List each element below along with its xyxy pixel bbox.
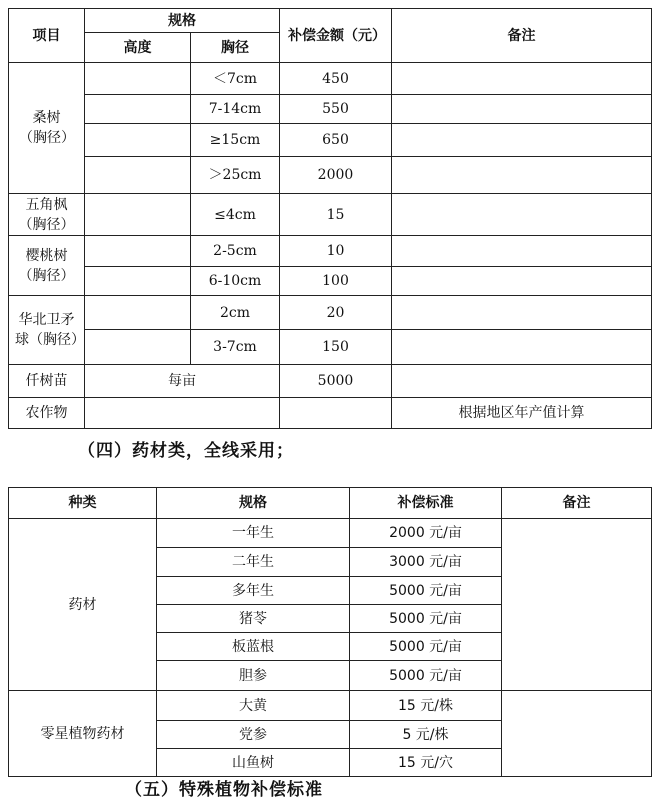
table-row xyxy=(9,330,652,365)
amount-cell: 450 xyxy=(280,63,392,95)
standard-cell: 5000 元/亩 xyxy=(350,661,502,691)
remark-cell xyxy=(392,157,652,194)
table-row xyxy=(9,194,652,236)
remark-cell xyxy=(392,267,652,296)
height-cell xyxy=(85,194,191,236)
dbh-cell: ＜7cm xyxy=(191,63,280,95)
amount-cell: 10 xyxy=(280,236,392,267)
height-cell xyxy=(85,95,191,124)
spec-cell: 多年生 xyxy=(157,577,350,605)
spec-cell: 猪苓 xyxy=(157,605,350,633)
spec-cell: 山鱼树 xyxy=(157,749,350,777)
dbh-cell: 7-14cm xyxy=(191,95,280,124)
height-cell xyxy=(85,236,191,267)
standard-cell: 3000 元/亩 xyxy=(350,548,502,577)
tree-compensation-table xyxy=(8,8,652,429)
seedling-spec: 每亩 xyxy=(85,365,280,398)
amount-cell: 2000 xyxy=(280,157,392,194)
amount-cell: 15 xyxy=(280,194,392,236)
next-section-heading-partial xyxy=(125,779,323,800)
height-cell xyxy=(85,63,191,95)
dbh-cell: 6-10cm xyxy=(191,267,280,296)
dbh-cell: ≤4cm xyxy=(191,194,280,236)
group-name-euonymus: 华北卫矛球（胸径） xyxy=(9,296,85,365)
remark-cell xyxy=(392,194,652,236)
spec-cell: 板蓝根 xyxy=(157,633,350,661)
header-amount-text: 补偿金额（元） xyxy=(288,27,386,44)
table-row xyxy=(9,95,652,124)
kind-medicinal: 药材 xyxy=(9,519,157,691)
group-name-cherry: 樱桃树（胸径） xyxy=(9,236,85,296)
seedling-name: 仟树苗 xyxy=(9,365,85,398)
table-row xyxy=(9,691,652,721)
height-cell xyxy=(85,124,191,157)
amount-cell: 100 xyxy=(280,267,392,296)
remark-cell xyxy=(392,296,652,330)
standard-cell: 5000 元/亩 xyxy=(350,577,502,605)
remark-cell xyxy=(392,95,652,124)
remark-cell xyxy=(502,519,652,691)
header-item: 项目 xyxy=(9,9,85,63)
dbh-cell: 3-7cm xyxy=(191,330,280,365)
crops-spec xyxy=(85,398,280,429)
group-name-mulberry: 桑树（胸径） xyxy=(9,63,85,194)
table-row xyxy=(9,296,652,330)
remark-cell xyxy=(392,63,652,95)
medicinal-compensation-table xyxy=(8,487,652,777)
header-remark: 备注 xyxy=(392,9,652,63)
table-row xyxy=(9,124,652,157)
header-height: 高度 xyxy=(85,33,191,63)
remark-cell xyxy=(502,691,652,777)
header-standard: 补偿标准 xyxy=(350,488,502,519)
table-row xyxy=(9,398,652,429)
crops-remark: 根据地区年产值计算 xyxy=(392,398,652,429)
table-row xyxy=(9,63,652,95)
header-remark: 备注 xyxy=(502,488,652,519)
dbh-cell: ＞25cm xyxy=(191,157,280,194)
next-section-heading-text: （五）特殊植物补偿标准 xyxy=(125,780,323,800)
header-spec: 规格 xyxy=(157,488,350,519)
crops-amount xyxy=(280,398,392,429)
height-cell xyxy=(85,296,191,330)
spec-cell: 二年生 xyxy=(157,548,350,577)
remark-cell xyxy=(392,124,652,157)
dbh-cell: ≥15cm xyxy=(191,124,280,157)
amount-cell: 550 xyxy=(280,95,392,124)
header-kind: 种类 xyxy=(9,488,157,519)
header-spec: 规格 xyxy=(85,9,280,33)
amount-cell: 20 xyxy=(280,296,392,330)
height-cell xyxy=(85,267,191,296)
dbh-cell: 2-5cm xyxy=(191,236,280,267)
standard-cell: 5000 元/亩 xyxy=(350,605,502,633)
remark-cell xyxy=(392,330,652,365)
table-row xyxy=(9,236,652,267)
spec-cell: 胆参 xyxy=(157,661,350,691)
seedling-remark xyxy=(392,365,652,398)
height-cell xyxy=(85,330,191,365)
dbh-cell: 2cm xyxy=(191,296,280,330)
header-amount xyxy=(280,9,392,63)
amount-cell: 150 xyxy=(280,330,392,365)
spec-cell: 党参 xyxy=(157,721,350,749)
table-row xyxy=(9,157,652,194)
standard-cell: 2000 元/亩 xyxy=(350,519,502,548)
header-dbh: 胸径 xyxy=(191,33,280,63)
table-row xyxy=(9,365,652,398)
table-row xyxy=(9,519,652,548)
standard-cell: 5 元/株 xyxy=(350,721,502,749)
crops-name: 农作物 xyxy=(9,398,85,429)
section-heading: （四）药材类，全线采用； xyxy=(78,441,294,461)
table-row xyxy=(9,267,652,296)
remark-cell xyxy=(392,236,652,267)
height-cell xyxy=(85,157,191,194)
seedling-amount: 5000 xyxy=(280,365,392,398)
kind-scattered: 零星植物药材 xyxy=(9,691,157,777)
standard-cell: 15 元/穴 xyxy=(350,749,502,777)
standard-cell: 5000 元/亩 xyxy=(350,633,502,661)
group-name-maple: 五角枫（胸径） xyxy=(9,194,85,236)
spec-cell: 大黄 xyxy=(157,691,350,721)
amount-cell: 650 xyxy=(280,124,392,157)
spec-cell: 一年生 xyxy=(157,519,350,548)
standard-cell: 15 元/株 xyxy=(350,691,502,721)
